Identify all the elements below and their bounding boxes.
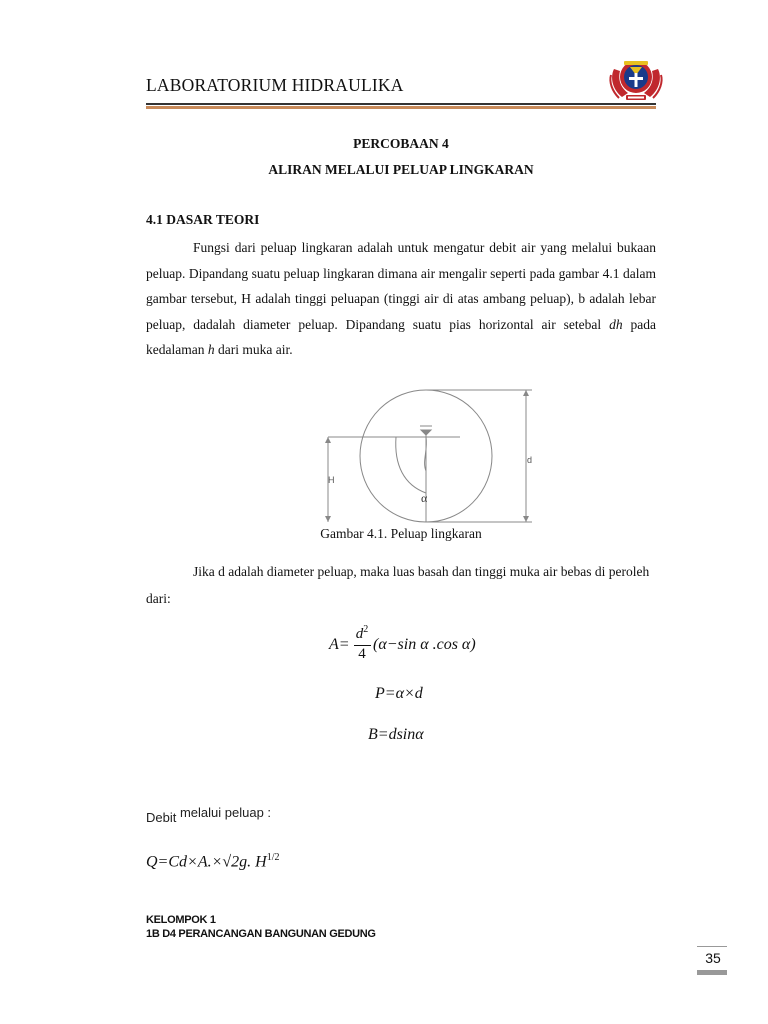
figure-label-h: H: [328, 475, 335, 485]
debit-label: Debit melalui peluap :: [146, 805, 272, 825]
equation-perimeter: P=α×d: [375, 685, 423, 702]
equation-discharge: Q=Cd×A.×√2g. $H^{1/2}$: [146, 852, 280, 871]
equation-width: B=dsinα: [368, 726, 424, 743]
header-rule-accent: [146, 106, 656, 109]
circular-weir-figure: [300, 385, 560, 530]
header-title: LABORATORIUM HIDRAULIKA: [146, 75, 404, 95]
figure-caption: Gambar 4.1. Peluap lingkaran: [320, 526, 482, 541]
experiment-number: PERCOBAAN 4: [353, 136, 449, 151]
area-paragraph: Jika d adalah diameter peluap, maka luas basah dan tinggi muka air bebas di peroleh dari:: [146, 564, 650, 606]
footer-group: KELOMPOK 1: [146, 914, 216, 926]
figure-label-d: d: [527, 455, 533, 465]
experiment-title: ALIRAN MELALUI PELUAP LINGKARAN: [268, 162, 534, 177]
theory-paragraph: Fungsi dari peluap lingkaran adalah untuk mengatur debit air yang melalui bukaan peluap. Dipandang suatu peluap lingkaran dimana air mengalir seperti pada gambar 4.1 dalam gambar tersebut, H adalah tinggi peluapan (tinggi air di atas ambang peluap), b adalah lebar peluap, dadalah diameter peluap. Dipandang suatu pias horizontal air setebal dh pada kedalaman h dari muka air.: [146, 240, 657, 358]
footer-class: 1B D4 PERANCANGAN BANGUNAN GEDUNG: [146, 928, 376, 940]
page-number: 35: [705, 950, 721, 966]
figure-label-alpha: α: [421, 491, 428, 505]
header-rule: [146, 103, 656, 105]
section-title: 4.1 DASAR TEORI: [146, 212, 260, 227]
page-number-rule: [697, 946, 727, 947]
institution-logo: [608, 55, 664, 103]
page-number-bar: [697, 970, 727, 975]
